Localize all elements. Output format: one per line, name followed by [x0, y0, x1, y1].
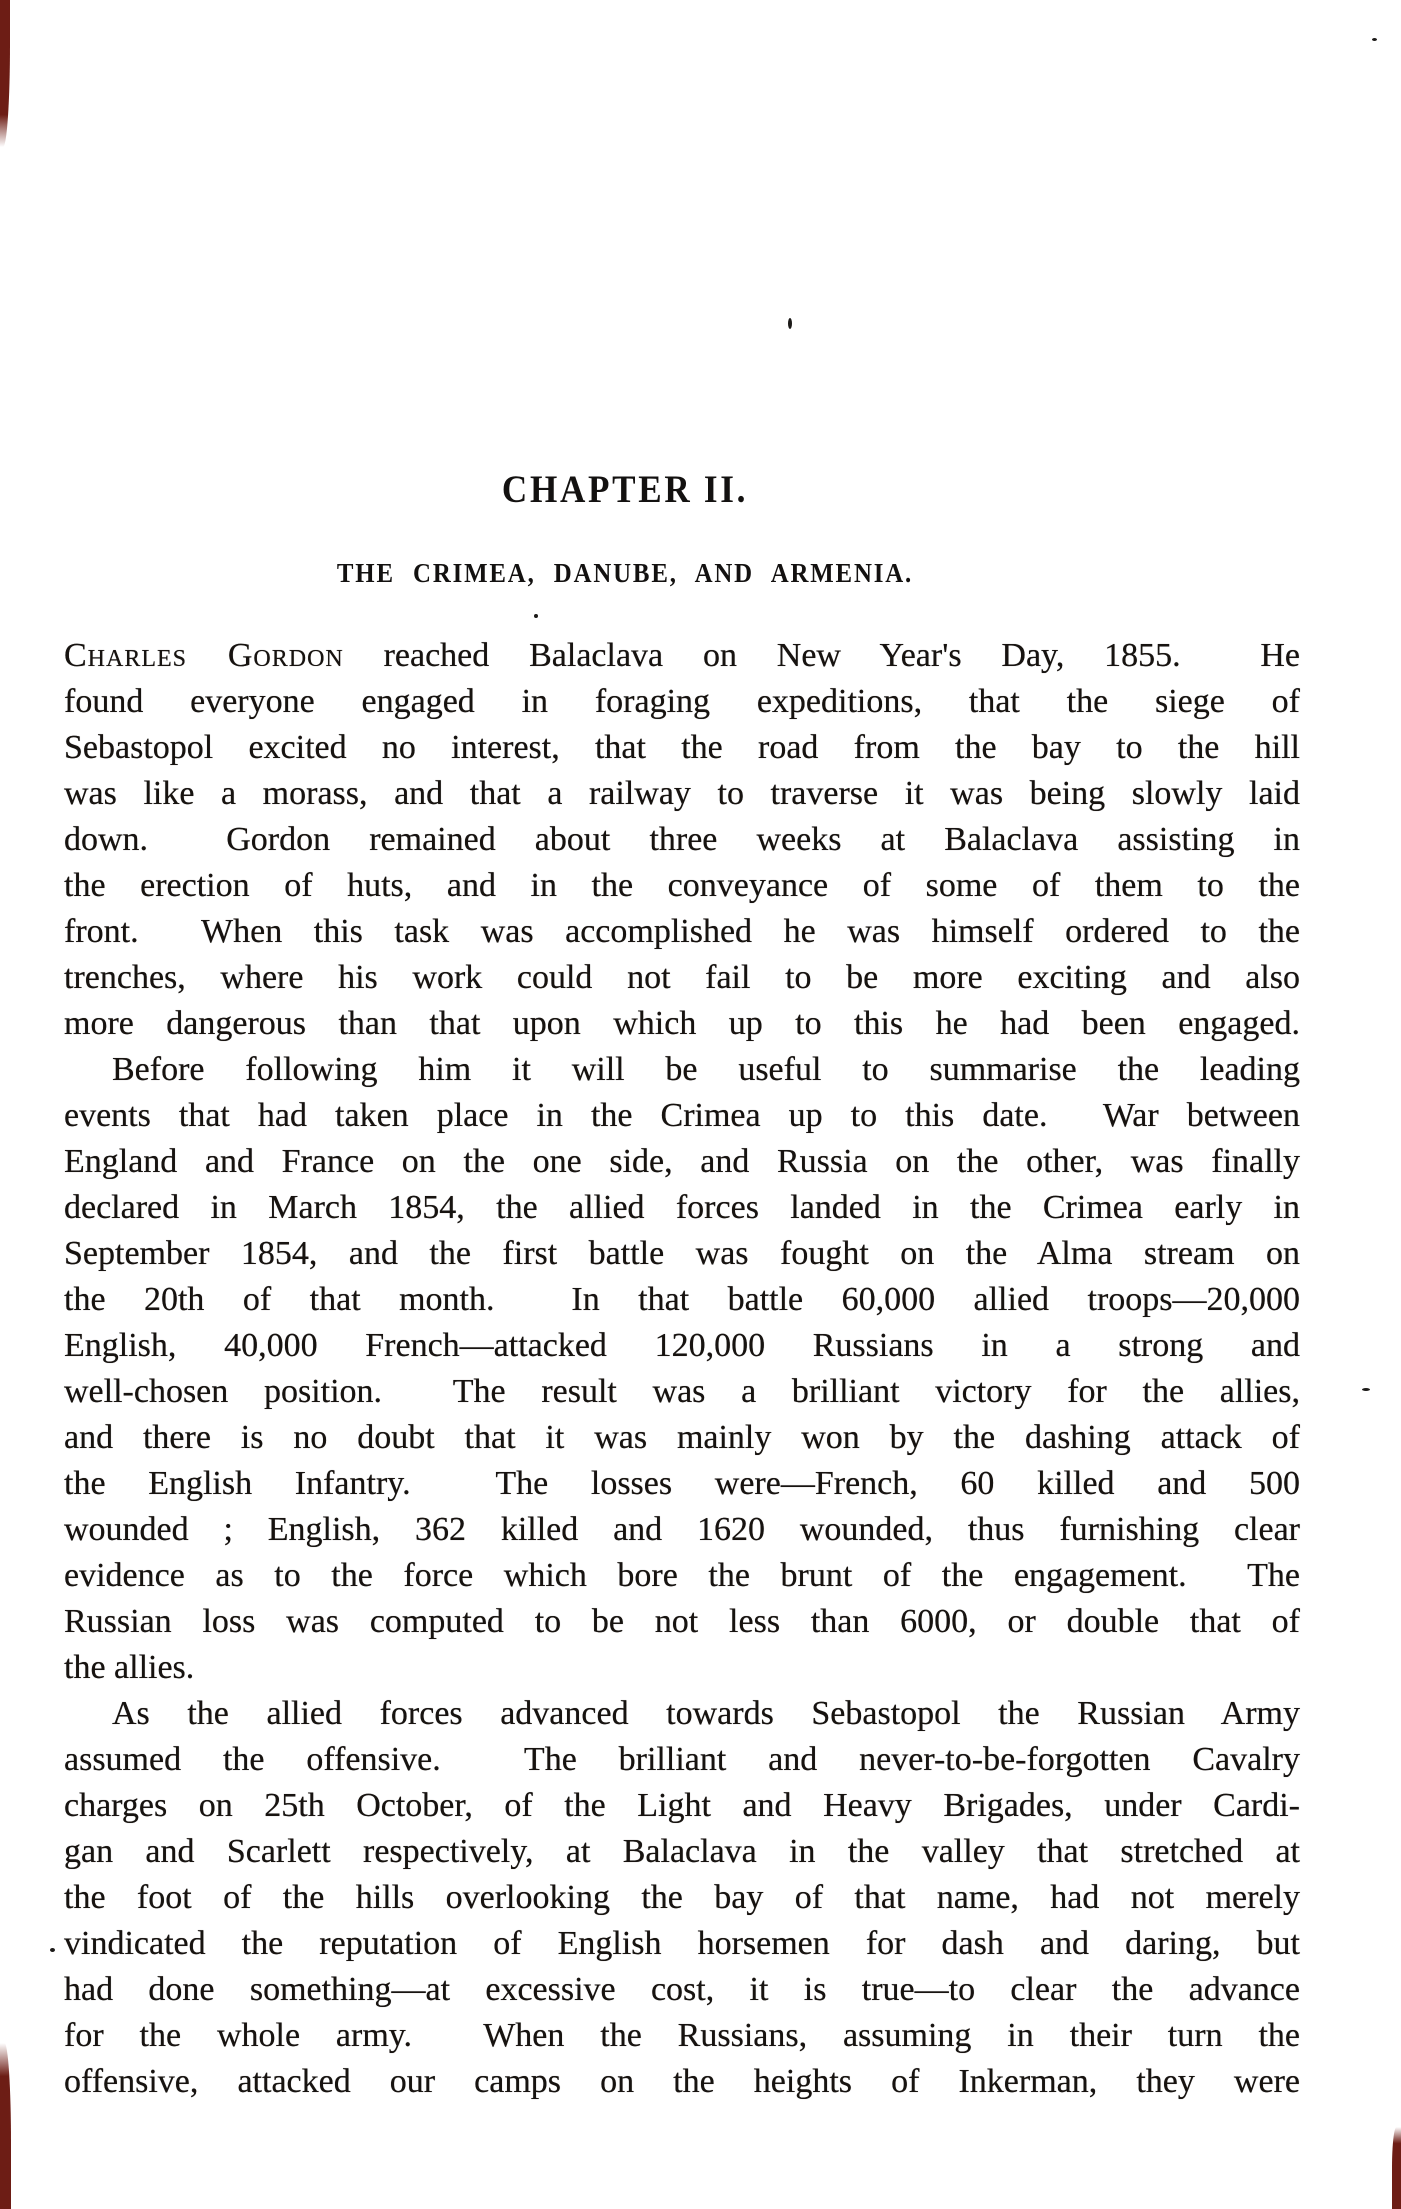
text-line: the allies.	[64, 1649, 195, 1686]
text-line: Before following him it will be useful to summarise the leading	[112, 1051, 1300, 1088]
lead-small-caps: Charles Gordon	[64, 637, 344, 674]
text-line: the foot of the hills overlooking the bay of that name, had not merely	[64, 1879, 1300, 1916]
text-line: front. When this task was accomplished he was himself ordered to the	[64, 913, 1300, 950]
scan-speck	[1372, 38, 1377, 41]
text-line: for the whole army. When the Russians, assuming in their turn the	[64, 2017, 1300, 2054]
scan-edge-mark-bottom-right	[1392, 2127, 1401, 2209]
scan-speck	[534, 614, 538, 618]
text-line: wounded ; English, 362 killed and 1620 wounded, thus furnishing clear	[64, 1511, 1300, 1548]
text-line: evidence as to the force which bore the brunt of the engagement. The	[64, 1557, 1300, 1594]
scan-edge-mark-top-left	[0, 0, 10, 147]
text-line: Charles Gordon reached Balaclava on New Year's Day, 1855. He	[64, 637, 1300, 674]
text-line: the English Infantry. The losses were—French, 60 killed and 500	[64, 1465, 1300, 1502]
text-line: declared in March 1854, the allied forces landed in the Crimea early in	[64, 1189, 1300, 1226]
text-line: English, 40,000 French—attacked 120,000 Russians in a strong and	[64, 1327, 1300, 1364]
text-line: As the allied forces advanced towards Sebastopol the Russian Army	[112, 1695, 1300, 1732]
text-line: trenches, where his work could not fail to be more exciting and also	[64, 959, 1300, 996]
chapter-title: CHAPTER II.	[501, 468, 749, 511]
chapter-subtitle: THE CRIMEA, DANUBE, AND ARMENIA.	[336, 558, 914, 588]
text-line: Sebastopol excited no interest, that the road from the bay to the hill	[64, 729, 1300, 766]
text-line: had done something—at excessive cost, it is true—to clear the advance	[64, 1971, 1300, 2008]
text-line: found everyone engaged in foraging expeditions, that the siege of	[64, 683, 1300, 720]
text-line: charges on 25th October, of the Light and Heavy Brigades, under Cardi-	[64, 1787, 1300, 1824]
scan-edge-mark-bottom-left	[0, 2043, 11, 2209]
text-line: was like a morass, and that a railway to traverse it was being slowly laid	[64, 775, 1300, 812]
text-line: vindicated the reputation of English horsemen for dash and daring, but	[64, 1925, 1300, 1962]
text-line: assumed the offensive. The brilliant and never-to-be-forgotten Cavalry	[64, 1741, 1300, 1778]
text-line: the 20th of that month. In that battle 60,000 allied troops—20,000	[64, 1281, 1300, 1318]
text-line: well-chosen position. The result was a brilliant victory for the allies,	[64, 1373, 1300, 1410]
text-line: and there is no doubt that it was mainly won by the dashing attack of	[64, 1419, 1300, 1456]
text-line: England and France on the one side, and Russia on the other, was finally	[64, 1143, 1300, 1180]
text-line: Russian loss was computed to be not less than 6000, or double that of	[64, 1603, 1300, 1640]
text-line: events that had taken place in the Crimea up to this date. War between	[64, 1097, 1300, 1134]
text-line: the erection of huts, and in the conveyance of some of them to the	[64, 867, 1300, 904]
text-line: gan and Scarlett respectively, at Balaclava in the valley that stretched at	[64, 1833, 1300, 1870]
scan-speck	[50, 1948, 55, 1952]
scan-speck	[1362, 1388, 1370, 1391]
text-line: down. Gordon remained about three weeks at Balaclava assisting in	[64, 821, 1300, 858]
body-text	[64, 633, 1300, 2105]
scan-speck	[788, 318, 792, 329]
text-line: more dangerous than that upon which up to this he had been engaged.	[64, 1005, 1300, 1042]
text-line: offensive, attacked our camps on the heights of Inkerman, they were	[64, 2063, 1300, 2100]
text-line: September 1854, and the first battle was fought on the Alma stream on	[64, 1235, 1300, 1272]
